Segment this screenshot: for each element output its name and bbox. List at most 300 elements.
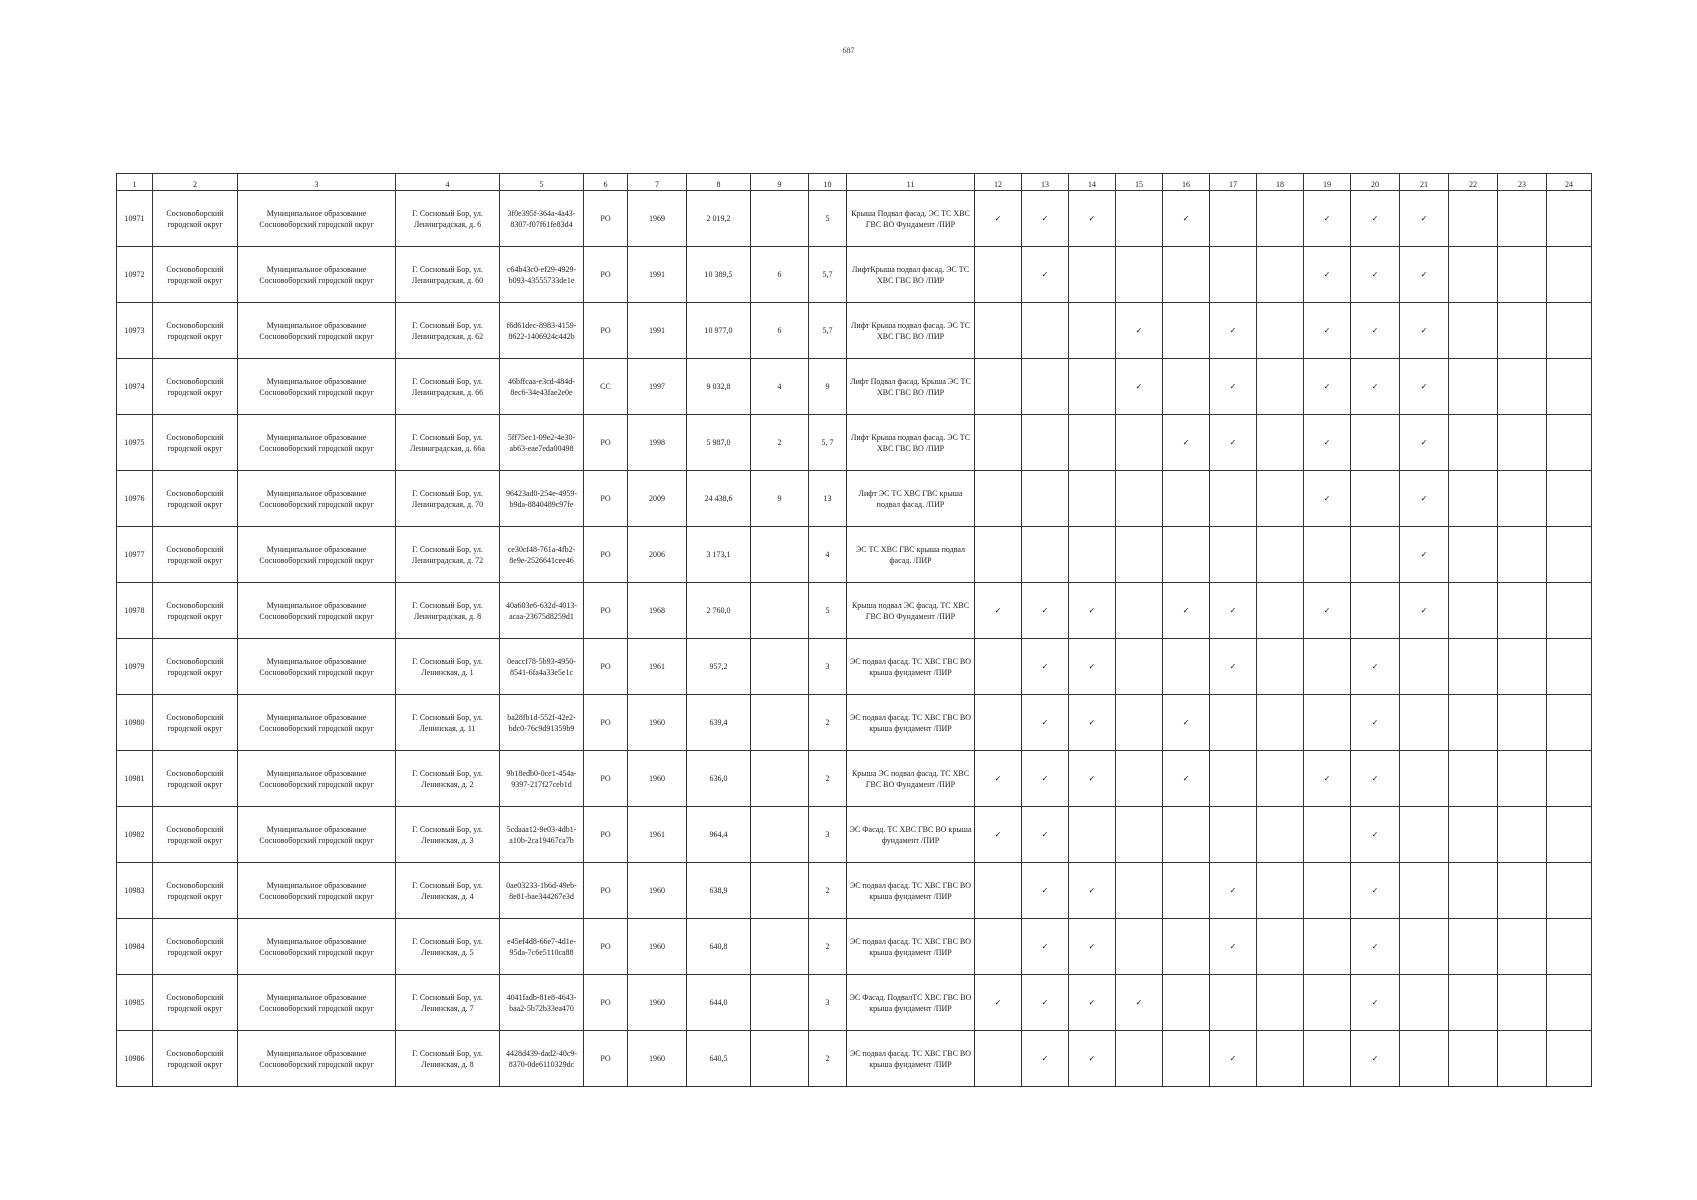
column-9-cell — [751, 639, 809, 695]
empty-mark-cell — [1022, 527, 1069, 583]
empty-mark-cell — [1498, 975, 1547, 1031]
district-cell: Сосновоборский городской округ — [153, 807, 238, 863]
empty-mark-cell — [1449, 807, 1498, 863]
build-year-cell: 1961 — [628, 639, 687, 695]
district-cell: Сосновоборский городской округ — [153, 191, 238, 247]
build-year-cell: 1960 — [628, 863, 687, 919]
empty-mark-cell — [1069, 247, 1116, 303]
municipality-cell: Муниципальное образование Сосновоборский городской округ — [238, 751, 396, 807]
column-number-row — [117, 174, 1592, 191]
check-mark-icon: ✓ — [1116, 303, 1163, 359]
check-mark-icon: ✓ — [1210, 303, 1257, 359]
area-cell: 638,9 — [687, 863, 751, 919]
row-id: 10975 — [117, 415, 153, 471]
build-year-cell: 1960 — [628, 919, 687, 975]
row-id: 10973 — [117, 303, 153, 359]
district-cell: Сосновоборский городской округ — [153, 919, 238, 975]
empty-mark-cell — [1547, 471, 1592, 527]
column-10-cell: 3 — [809, 807, 847, 863]
column-10-cell: 5,7 — [809, 303, 847, 359]
house-guid-cell: 4041fadb-81e8-4643-baa2-5b72b33ea470 — [500, 975, 584, 1031]
empty-mark-cell — [1069, 527, 1116, 583]
empty-mark-cell — [1547, 303, 1592, 359]
empty-mark-cell — [1116, 863, 1163, 919]
check-mark-icon: ✓ — [1022, 247, 1069, 303]
district-cell: Сосновоборский городской округ — [153, 639, 238, 695]
district-cell: Сосновоборский городской округ — [153, 863, 238, 919]
column-9-cell — [751, 919, 809, 975]
empty-mark-cell — [1449, 975, 1498, 1031]
column-number-2: 2 — [153, 174, 238, 191]
build-year-cell: 2009 — [628, 471, 687, 527]
empty-mark-cell — [1257, 359, 1304, 415]
build-year-cell: 1998 — [628, 415, 687, 471]
planned-works-cell: ЭС подвал фасад. ТС ХВС ГВС ВО крыша фундамент /ПИР — [847, 919, 975, 975]
column-9-cell — [751, 695, 809, 751]
check-mark-icon: ✓ — [1304, 583, 1351, 639]
area-cell: 10 389,5 — [687, 247, 751, 303]
column-number-11: 11 — [847, 174, 975, 191]
municipality-cell: Муниципальное образование Сосновоборский городской округ — [238, 471, 396, 527]
area-cell: 964,4 — [687, 807, 751, 863]
empty-mark-cell — [1210, 975, 1257, 1031]
empty-mark-cell — [1304, 919, 1351, 975]
column-10-cell: 2 — [809, 919, 847, 975]
empty-mark-cell — [1210, 191, 1257, 247]
check-mark-icon: ✓ — [1400, 583, 1449, 639]
planned-works-cell: Лифт Крыша подвал фасад. ЭС ТС ХВС ГВС ВО /ПИР — [847, 415, 975, 471]
check-mark-icon: ✓ — [1116, 359, 1163, 415]
wall-material-cell: РО — [584, 527, 628, 583]
column-9-cell — [751, 807, 809, 863]
check-mark-icon: ✓ — [1400, 247, 1449, 303]
address-cell: Г. Сосновый Бор, ул. Ленинская, д. 7 — [396, 975, 500, 1031]
table-row — [117, 247, 1592, 303]
empty-mark-cell — [1210, 471, 1257, 527]
check-mark-icon: ✓ — [1022, 191, 1069, 247]
row-id: 10977 — [117, 527, 153, 583]
empty-mark-cell — [1400, 639, 1449, 695]
empty-mark-cell — [1163, 863, 1210, 919]
empty-mark-cell — [1163, 247, 1210, 303]
check-mark-icon: ✓ — [1351, 1031, 1400, 1087]
municipality-cell: Муниципальное образование Сосновоборский городской округ — [238, 695, 396, 751]
table-row — [117, 807, 1592, 863]
table-row — [117, 527, 1592, 583]
check-mark-icon: ✓ — [1304, 247, 1351, 303]
check-mark-icon: ✓ — [1163, 191, 1210, 247]
check-mark-icon: ✓ — [1351, 639, 1400, 695]
check-mark-icon: ✓ — [1069, 191, 1116, 247]
table-row — [117, 191, 1592, 247]
column-10-cell: 5 — [809, 583, 847, 639]
check-mark-icon: ✓ — [975, 751, 1022, 807]
empty-mark-cell — [1257, 471, 1304, 527]
column-10-cell: 2 — [809, 1031, 847, 1087]
empty-mark-cell — [1116, 191, 1163, 247]
check-mark-icon: ✓ — [1351, 303, 1400, 359]
district-cell: Сосновоборский городской округ — [153, 1031, 238, 1087]
empty-mark-cell — [1257, 415, 1304, 471]
build-year-cell: 1960 — [628, 751, 687, 807]
column-number-7: 7 — [628, 174, 687, 191]
wall-material-cell: РО — [584, 191, 628, 247]
empty-mark-cell — [1022, 359, 1069, 415]
table-row — [117, 415, 1592, 471]
row-id: 10982 — [117, 807, 153, 863]
check-mark-icon: ✓ — [1069, 695, 1116, 751]
empty-mark-cell — [1257, 1031, 1304, 1087]
row-id: 10976 — [117, 471, 153, 527]
check-mark-icon: ✓ — [1163, 415, 1210, 471]
wall-material-cell: СС — [584, 359, 628, 415]
planned-works-cell: ЛифтКрыша подвал фасад. ЭС ТС ХВС ГВС ВО /ПИР — [847, 247, 975, 303]
column-number-8: 8 — [687, 174, 751, 191]
row-id: 10974 — [117, 359, 153, 415]
check-mark-icon: ✓ — [1022, 975, 1069, 1031]
district-cell: Сосновоборский городской округ — [153, 527, 238, 583]
empty-mark-cell — [1547, 751, 1592, 807]
row-id: 10980 — [117, 695, 153, 751]
check-mark-icon: ✓ — [1400, 415, 1449, 471]
table-row — [117, 863, 1592, 919]
column-number-5: 5 — [500, 174, 584, 191]
empty-mark-cell — [1449, 695, 1498, 751]
empty-mark-cell — [1400, 919, 1449, 975]
wall-material-cell: РО — [584, 415, 628, 471]
planned-works-cell: ЭС Фасад. ТС ХВС ГВС ВО крыша фундамент /ПИР — [847, 807, 975, 863]
house-guid-cell: 0eaccf78-5b93-4950-8541-6fa4a33e5e1c — [500, 639, 584, 695]
empty-mark-cell — [1547, 919, 1592, 975]
planned-works-cell: Крыша ЭС подвал фасад. ТС ХВС ГВС ВО Фундамент /ПИР — [847, 751, 975, 807]
wall-material-cell: РО — [584, 1031, 628, 1087]
address-cell: Г. Сосновый Бор, ул. Ленинская, д. 11 — [396, 695, 500, 751]
check-mark-icon: ✓ — [1210, 1031, 1257, 1087]
municipality-cell: Муниципальное образование Сосновоборский городской округ — [238, 807, 396, 863]
wall-material-cell: РО — [584, 303, 628, 359]
house-guid-cell: 0ae03233-1b6d-49eb-8e81-bae344267e3d — [500, 863, 584, 919]
address-cell: Г. Сосновый Бор, ул. Ленинская, д. 3 — [396, 807, 500, 863]
house-guid-cell: c64b43c0-ef29-4929-b093-43555733de1e — [500, 247, 584, 303]
check-mark-icon: ✓ — [1351, 863, 1400, 919]
check-mark-icon: ✓ — [975, 807, 1022, 863]
address-cell: Г. Сосновый Бор, ул. Ленинградская, д. 6 — [396, 191, 500, 247]
house-guid-cell: 40a603e6-632d-4013-acaa-23675d8259d1 — [500, 583, 584, 639]
empty-mark-cell — [1498, 919, 1547, 975]
planned-works-cell: ЭС подвал фасад. ТС ХВС ГВС ВО крыша фундамент /ПИР — [847, 1031, 975, 1087]
empty-mark-cell — [1449, 863, 1498, 919]
build-year-cell: 1960 — [628, 975, 687, 1031]
build-year-cell: 1997 — [628, 359, 687, 415]
address-cell: Г. Сосновый Бор, ул. Ленинская, д. 5 — [396, 919, 500, 975]
area-cell: 9 032,8 — [687, 359, 751, 415]
check-mark-icon: ✓ — [1304, 359, 1351, 415]
area-cell: 10 977,0 — [687, 303, 751, 359]
check-mark-icon: ✓ — [1210, 359, 1257, 415]
empty-mark-cell — [1163, 527, 1210, 583]
wall-material-cell: РО — [584, 975, 628, 1031]
area-cell: 2 019,2 — [687, 191, 751, 247]
build-year-cell: 1969 — [628, 191, 687, 247]
empty-mark-cell — [1449, 303, 1498, 359]
empty-mark-cell — [1163, 639, 1210, 695]
check-mark-icon: ✓ — [1351, 191, 1400, 247]
empty-mark-cell — [1210, 695, 1257, 751]
district-cell: Сосновоборский городской округ — [153, 751, 238, 807]
column-number-15: 15 — [1116, 174, 1163, 191]
wall-material-cell: РО — [584, 639, 628, 695]
check-mark-icon: ✓ — [1210, 919, 1257, 975]
empty-mark-cell — [1498, 359, 1547, 415]
house-guid-cell: 96423ad0-254e-4959-b9da-8840489c97fe — [500, 471, 584, 527]
empty-mark-cell — [1351, 471, 1400, 527]
table-row — [117, 695, 1592, 751]
row-id: 10986 — [117, 1031, 153, 1087]
empty-mark-cell — [1400, 1031, 1449, 1087]
empty-mark-cell — [1257, 583, 1304, 639]
table-row — [117, 471, 1592, 527]
check-mark-icon: ✓ — [1210, 583, 1257, 639]
empty-mark-cell — [1351, 415, 1400, 471]
check-mark-icon: ✓ — [1400, 359, 1449, 415]
page-number: 687 — [842, 46, 855, 55]
empty-mark-cell — [1498, 639, 1547, 695]
wall-material-cell: РО — [584, 751, 628, 807]
empty-mark-cell — [975, 639, 1022, 695]
empty-mark-cell — [1116, 919, 1163, 975]
empty-mark-cell — [1498, 471, 1547, 527]
column-number-10: 10 — [809, 174, 847, 191]
house-guid-cell: 4428d439-dad2-40c9-8370-0de6110329dc — [500, 1031, 584, 1087]
check-mark-icon: ✓ — [1069, 751, 1116, 807]
area-cell: 640,5 — [687, 1031, 751, 1087]
empty-mark-cell — [1210, 247, 1257, 303]
check-mark-icon: ✓ — [975, 975, 1022, 1031]
district-cell: Сосновоборский городской округ — [153, 471, 238, 527]
table-row — [117, 359, 1592, 415]
house-guid-cell: ce30cf48-761a-4fb2-8e9e-2526641cee46 — [500, 527, 584, 583]
build-year-cell: 1960 — [628, 695, 687, 751]
column-number-24: 24 — [1547, 174, 1592, 191]
address-cell: Г. Сосновый Бор, ул. Ленинградская, д. 66 — [396, 359, 500, 415]
empty-mark-cell — [1547, 807, 1592, 863]
table-row — [117, 639, 1592, 695]
empty-mark-cell — [1116, 751, 1163, 807]
row-id: 10985 — [117, 975, 153, 1031]
column-number-19: 19 — [1304, 174, 1351, 191]
check-mark-icon: ✓ — [1069, 863, 1116, 919]
wall-material-cell: РО — [584, 695, 628, 751]
check-mark-icon: ✓ — [1022, 583, 1069, 639]
empty-mark-cell — [1163, 807, 1210, 863]
row-id: 10981 — [117, 751, 153, 807]
check-mark-icon: ✓ — [1022, 751, 1069, 807]
column-10-cell: 5, 7 — [809, 415, 847, 471]
column-10-cell: 2 — [809, 751, 847, 807]
check-mark-icon: ✓ — [1116, 975, 1163, 1031]
check-mark-icon: ✓ — [1069, 583, 1116, 639]
house-guid-cell: 46bffcaa-e3cd-484d-8ec6-34e43fae2e0e — [500, 359, 584, 415]
empty-mark-cell — [1116, 583, 1163, 639]
check-mark-icon: ✓ — [1022, 807, 1069, 863]
empty-mark-cell — [1498, 191, 1547, 247]
check-mark-icon: ✓ — [1400, 191, 1449, 247]
address-cell: Г. Сосновый Бор, ул. Ленинская, д. 1 — [396, 639, 500, 695]
empty-mark-cell — [1163, 471, 1210, 527]
address-cell: Г. Сосновый Бор, ул. Ленинградская, д. 62 — [396, 303, 500, 359]
wall-material-cell: РО — [584, 471, 628, 527]
area-cell: 644,0 — [687, 975, 751, 1031]
empty-mark-cell — [975, 303, 1022, 359]
empty-mark-cell — [1116, 695, 1163, 751]
check-mark-icon: ✓ — [1069, 919, 1116, 975]
check-mark-icon: ✓ — [1304, 303, 1351, 359]
empty-mark-cell — [1498, 415, 1547, 471]
municipality-cell: Муниципальное образование Сосновоборский городской округ — [238, 247, 396, 303]
empty-mark-cell — [1116, 415, 1163, 471]
empty-mark-cell — [1400, 807, 1449, 863]
column-10-cell: 3 — [809, 975, 847, 1031]
district-cell: Сосновоборский городской округ — [153, 583, 238, 639]
column-9-cell — [751, 863, 809, 919]
empty-mark-cell — [1498, 1031, 1547, 1087]
column-10-cell: 3 — [809, 639, 847, 695]
planned-works-cell: ЭС подвал фасад. ТС ХВС ГВС ВО крыша фундамент /ПИР — [847, 695, 975, 751]
column-10-cell: 13 — [809, 471, 847, 527]
empty-mark-cell — [1449, 1031, 1498, 1087]
column-number-17: 17 — [1210, 174, 1257, 191]
empty-mark-cell — [1257, 807, 1304, 863]
empty-mark-cell — [1304, 1031, 1351, 1087]
column-number-6: 6 — [584, 174, 628, 191]
check-mark-icon: ✓ — [1163, 751, 1210, 807]
row-id: 10978 — [117, 583, 153, 639]
address-cell: Г. Сосновый Бор, ул. Ленинградская, д. 70 — [396, 471, 500, 527]
wall-material-cell: РО — [584, 247, 628, 303]
empty-mark-cell — [1304, 975, 1351, 1031]
municipality-cell: Муниципальное образование Сосновоборский городской округ — [238, 639, 396, 695]
row-id: 10984 — [117, 919, 153, 975]
planned-works-cell: Лифт ЭС ТС ХВС ГВС крыша подвал фасад. /ПИР — [847, 471, 975, 527]
area-cell: 3 173,1 — [687, 527, 751, 583]
empty-mark-cell — [1498, 751, 1547, 807]
address-cell: Г. Сосновый Бор, ул. Ленинская, д. 4 — [396, 863, 500, 919]
empty-mark-cell — [1547, 247, 1592, 303]
column-9-cell — [751, 975, 809, 1031]
empty-mark-cell — [1257, 303, 1304, 359]
house-guid-cell: e45ef4d8-66e7-4d1e-95da-7c6e5110ca88 — [500, 919, 584, 975]
check-mark-icon: ✓ — [1351, 975, 1400, 1031]
column-9-cell — [751, 583, 809, 639]
build-year-cell: 1991 — [628, 247, 687, 303]
empty-mark-cell — [1257, 247, 1304, 303]
table-row — [117, 1031, 1592, 1087]
empty-mark-cell — [1257, 863, 1304, 919]
municipality-cell: Муниципальное образование Сосновоборский городской округ — [238, 583, 396, 639]
address-cell: Г. Сосновый Бор, ул. Ленинградская, д. 72 — [396, 527, 500, 583]
district-cell: Сосновоборский городской округ — [153, 975, 238, 1031]
empty-mark-cell — [1351, 583, 1400, 639]
empty-mark-cell — [975, 359, 1022, 415]
empty-mark-cell — [1163, 919, 1210, 975]
empty-mark-cell — [1304, 639, 1351, 695]
empty-mark-cell — [1257, 639, 1304, 695]
check-mark-icon: ✓ — [1400, 303, 1449, 359]
empty-mark-cell — [1400, 695, 1449, 751]
table-row — [117, 583, 1592, 639]
column-10-cell: 2 — [809, 863, 847, 919]
column-number-16: 16 — [1163, 174, 1210, 191]
empty-mark-cell — [1257, 527, 1304, 583]
empty-mark-cell — [1163, 975, 1210, 1031]
empty-mark-cell — [975, 415, 1022, 471]
column-10-cell: 9 — [809, 359, 847, 415]
empty-mark-cell — [1116, 527, 1163, 583]
empty-mark-cell — [1400, 751, 1449, 807]
address-cell: Г. Сосновый Бор, ул. Ленинградская, д. 60 — [396, 247, 500, 303]
empty-mark-cell — [1498, 583, 1547, 639]
empty-mark-cell — [1449, 471, 1498, 527]
area-cell: 639,4 — [687, 695, 751, 751]
check-mark-icon: ✓ — [1069, 975, 1116, 1031]
empty-mark-cell — [1498, 807, 1547, 863]
empty-mark-cell — [1547, 639, 1592, 695]
column-9-cell — [751, 191, 809, 247]
house-guid-cell: f6d61dec-8983-4159-8622-1406924c442b — [500, 303, 584, 359]
empty-mark-cell — [1116, 639, 1163, 695]
district-cell: Сосновоборский городской округ — [153, 303, 238, 359]
column-10-cell: 5 — [809, 191, 847, 247]
district-cell: Сосновоборский городской округ — [153, 695, 238, 751]
column-number-14: 14 — [1069, 174, 1116, 191]
check-mark-icon: ✓ — [1304, 751, 1351, 807]
column-10-cell: 2 — [809, 695, 847, 751]
empty-mark-cell — [1547, 975, 1592, 1031]
empty-mark-cell — [1449, 247, 1498, 303]
empty-mark-cell — [1547, 359, 1592, 415]
empty-mark-cell — [1547, 583, 1592, 639]
empty-mark-cell — [1449, 191, 1498, 247]
empty-mark-cell — [1163, 359, 1210, 415]
area-cell: 2 760,0 — [687, 583, 751, 639]
empty-mark-cell — [1257, 975, 1304, 1031]
house-guid-cell: 5ff75ec1-09e2-4e30-ab63-eae7eda00498 — [500, 415, 584, 471]
empty-mark-cell — [1449, 359, 1498, 415]
municipality-cell: Муниципальное образование Сосновоборский городской округ — [238, 303, 396, 359]
check-mark-icon: ✓ — [1210, 863, 1257, 919]
check-mark-icon: ✓ — [1351, 919, 1400, 975]
empty-mark-cell — [1116, 247, 1163, 303]
empty-mark-cell — [1547, 863, 1592, 919]
check-mark-icon: ✓ — [1351, 751, 1400, 807]
empty-mark-cell — [975, 527, 1022, 583]
area-cell: 24 438,6 — [687, 471, 751, 527]
municipality-cell: Муниципальное образование Сосновоборский городской округ — [238, 975, 396, 1031]
municipality-cell: Муниципальное образование Сосновоборский городской округ — [238, 527, 396, 583]
house-guid-cell: 3f0e395f-364a-4a43-8307-f07f61fe83d4 — [500, 191, 584, 247]
empty-mark-cell — [1069, 303, 1116, 359]
row-id: 10979 — [117, 639, 153, 695]
column-9-cell — [751, 751, 809, 807]
column-number-22: 22 — [1449, 174, 1498, 191]
municipality-cell: Муниципальное образование Сосновоборский городской округ — [238, 415, 396, 471]
check-mark-icon: ✓ — [1304, 471, 1351, 527]
area-cell: 957,2 — [687, 639, 751, 695]
empty-mark-cell — [1069, 471, 1116, 527]
empty-mark-cell — [1210, 751, 1257, 807]
planned-works-cell: ЭС Фасад. ПодвалТС ХВС ГВС ВО крыша фундамент /ПИР — [847, 975, 975, 1031]
empty-mark-cell — [1400, 863, 1449, 919]
